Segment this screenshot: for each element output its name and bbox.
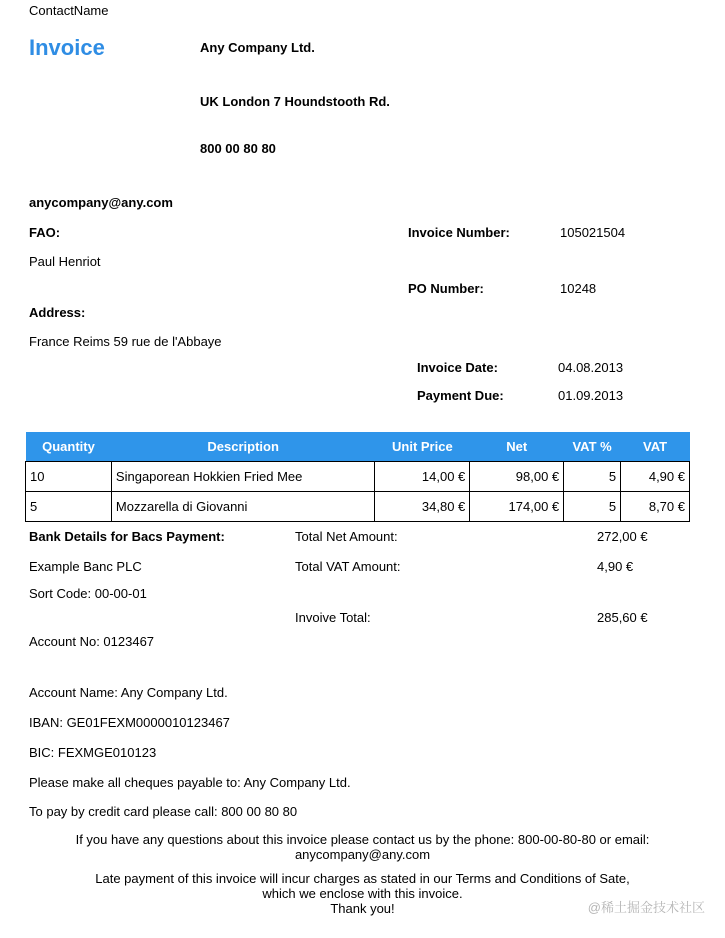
total-net-label: Total Net Amount: — [295, 529, 398, 544]
late-payment-line1: Late payment of this invoice will incur charges as stated in our Terms and Conditions of Sate, — [95, 871, 630, 886]
bank-name: Example Banc PLC — [29, 559, 142, 574]
contact-name: ContactName — [29, 3, 109, 18]
fao-value: Paul Henriot — [29, 254, 101, 269]
contact-note-line2: anycompany@any.com — [294, 847, 431, 862]
company-name: Any Company Ltd. — [200, 40, 315, 55]
account-no: Account No: 0123467 — [29, 634, 155, 649]
iban: IBAN: GE01FEXM0000010123467 — [29, 715, 230, 730]
invoice-number-value: 105021504 — [560, 225, 626, 240]
cell-vat-pct: 5 — [564, 492, 621, 522]
total-vat-label: Total VAT Amount: — [295, 559, 401, 574]
table-row — [26, 462, 690, 492]
invoice-number-label: Invoice Number: — [408, 225, 510, 240]
cell-vat: 8,70 € — [621, 492, 690, 522]
sort-code: Sort Code: 00-00-01 — [29, 586, 147, 601]
header-unit-price: Unit Price — [375, 432, 470, 462]
header-quantity: Quantity — [26, 432, 112, 462]
address-label: Address: — [29, 305, 86, 320]
invoice-date-value: 04.08.2013 — [558, 360, 624, 375]
header-net: Net — [470, 432, 564, 462]
po-number-label: PO Number: — [408, 281, 484, 296]
total-net-value: 272,00 € — [597, 529, 648, 544]
payment-due-value: 01.09.2013 — [558, 388, 624, 403]
cell-net: 98,00 € — [470, 462, 564, 492]
late-payment-line3: Thank you! — [330, 901, 395, 916]
table-header-row — [26, 432, 690, 462]
cell-quantity: 5 — [26, 492, 112, 522]
account-name: Account Name: Any Company Ltd. — [29, 685, 228, 700]
cell-description: Singaporean Hokkien Fried Mee — [111, 462, 375, 492]
company-phone: 800 00 80 80 — [200, 141, 276, 156]
cell-unit-price: 34,80 € — [375, 492, 470, 522]
invoice-date-label: Invoice Date: — [417, 360, 498, 375]
bic: BIC: FEXMGE010123 — [29, 745, 157, 760]
header-vat-pct: VAT % — [564, 432, 621, 462]
late-payment-line2: which we enclose with this invoice. — [262, 886, 463, 901]
total-vat-value: 4,90 € — [597, 559, 634, 574]
fao-label: FAO: — [29, 225, 61, 240]
cell-description: Mozzarella di Giovanni — [111, 492, 375, 522]
contact-note-line1: If you have any questions about this invoice please contact us by the phone: 800-00-80-80 or email: — [75, 832, 650, 847]
watermark: @稀土掘金技术社区 — [587, 900, 705, 915]
company-email: anycompany@any.com — [29, 195, 173, 210]
header-vat: VAT — [621, 432, 690, 462]
cell-vat-pct: 5 — [564, 462, 621, 492]
payment-due-label: Payment Due: — [417, 388, 504, 403]
cell-unit-price: 14,00 € — [375, 462, 470, 492]
items-table — [25, 432, 690, 522]
bank-details-title: Bank Details for Bacs Payment: — [29, 529, 225, 544]
cell-vat: 4,90 € — [621, 462, 690, 492]
invoice-title: Invoice — [29, 35, 105, 60]
cell-quantity: 10 — [26, 462, 112, 492]
invoice-total-label: Invoive Total: — [295, 610, 371, 625]
table-row — [26, 492, 690, 522]
company-address: UK London 7 Houndstooth Rd. — [200, 94, 390, 109]
credit-card-note: To pay by credit card please call: 800 00 80 80 — [29, 804, 298, 819]
cell-net: 174,00 € — [470, 492, 564, 522]
cheques-note: Please make all cheques payable to: Any Company Ltd. — [29, 775, 351, 790]
invoice-total-value: 285,60 € — [597, 610, 648, 625]
header-description: Description — [111, 432, 375, 462]
address-value: France Reims 59 rue de l'Abbaye — [29, 334, 222, 349]
po-number-value: 10248 — [560, 281, 597, 296]
